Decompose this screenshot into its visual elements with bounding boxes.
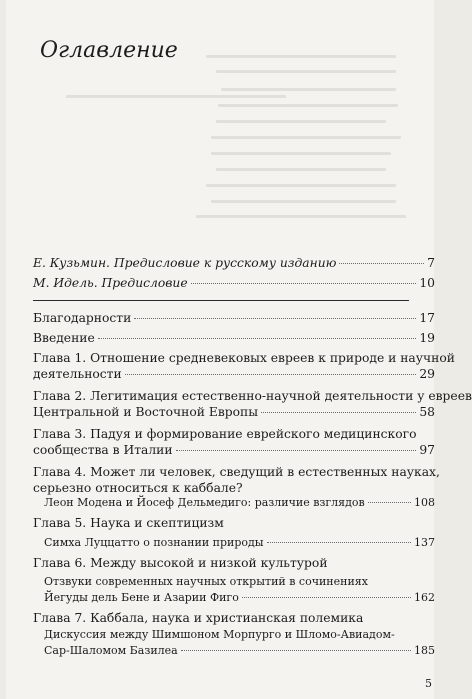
toc-entry [33, 275, 435, 291]
toc-entry-text: Глава 1. Отношение средневековых евреев к природе и научной [33, 351, 455, 365]
toc-page-number: 17 [419, 311, 435, 325]
toc-entry [33, 610, 435, 626]
toc-page-number: 108 [414, 496, 435, 509]
toc-entry-text: Введение [33, 331, 95, 345]
leader-dots [191, 283, 417, 284]
toc-entry-text: Глава 6. Между высокой и низкой культурой [33, 556, 328, 570]
toc-page-number: 97 [419, 443, 435, 457]
toc-entry-text: Симха Луццатто о познании природы [44, 536, 264, 549]
leader-dots [368, 502, 411, 503]
toc-page-number: 10 [419, 276, 435, 290]
leader-dots [339, 263, 424, 264]
page-title: Оглавление [40, 38, 178, 63]
toc-entry [33, 350, 455, 382]
leader-dots [181, 650, 411, 651]
toc-entry-text: Е. Кузьмин. Предисловие к русскому изданию [33, 256, 337, 270]
toc-entry [33, 555, 435, 571]
toc-entry-text: Глава 3. Падуя и формирование еврейского медицинского [33, 427, 417, 441]
toc-entry-text: Глава 2. Легитимация естественно-научной деятельности у евреев [33, 389, 472, 403]
toc-entry [33, 426, 435, 458]
leader-dots [267, 542, 411, 543]
toc-entry [33, 330, 435, 346]
toc-entry [33, 310, 435, 326]
toc-page-number: 29 [419, 367, 435, 381]
toc-page-number: 19 [419, 331, 435, 345]
toc-entry [33, 515, 435, 531]
leader-dots [242, 597, 411, 598]
toc-subentry [33, 535, 435, 551]
toc-entry-text: Центральной и Восточной Европы [33, 405, 259, 419]
toc-entry-text: Дискуссия между Шимшоном Морпурго и Шломо-Авиадом- [44, 628, 395, 641]
leader-dots [261, 412, 416, 413]
toc-entry-text: М. Идель. Предисловие [33, 276, 188, 290]
toc-subentry [33, 627, 435, 659]
toc-entry-text: Глава 5. Наука и скептицизм [33, 516, 224, 530]
toc-entry-text: серьезно относиться к каббале? [33, 481, 243, 495]
toc-entry [33, 388, 472, 420]
toc-entry-text: сообщества в Италии [33, 443, 173, 457]
leader-dots [125, 374, 417, 375]
toc-entry-text: Глава 4. Может ли человек, сведущий в естественных науках, [33, 465, 440, 479]
toc-entry-text: деятельности [33, 367, 122, 381]
toc-page-number: 162 [414, 591, 435, 604]
toc-entry [33, 464, 440, 496]
toc-page-number: 185 [414, 644, 435, 657]
toc-entry-text: Йегуды дель Бене и Азарии Фиго [44, 591, 239, 604]
toc-entry-text: Сар-Шаломом Базилеа [44, 644, 178, 657]
toc-subentry [33, 574, 435, 606]
toc-entry-text: Глава 7. Каббала, наука и христианская полемика [33, 611, 364, 625]
book-page [6, 0, 472, 699]
toc-subentry [33, 495, 435, 511]
toc-entry-text: Леон Модена и Йосеф Дельмедиго: различие взглядов [44, 496, 365, 509]
leader-dots [134, 318, 416, 319]
divider [33, 300, 409, 301]
leader-dots [176, 450, 417, 451]
toc-entry-text: Отзвуки современных научных открытий в сочинениях [44, 575, 368, 588]
leader-dots [98, 338, 417, 339]
toc-entry-text: Благодарности [33, 311, 132, 325]
toc-page-number: 58 [419, 405, 435, 419]
toc-entry [33, 255, 435, 271]
toc-page-number: 7 [427, 256, 435, 270]
page-number: 5 [425, 677, 432, 690]
toc-page-number: 137 [414, 536, 435, 549]
